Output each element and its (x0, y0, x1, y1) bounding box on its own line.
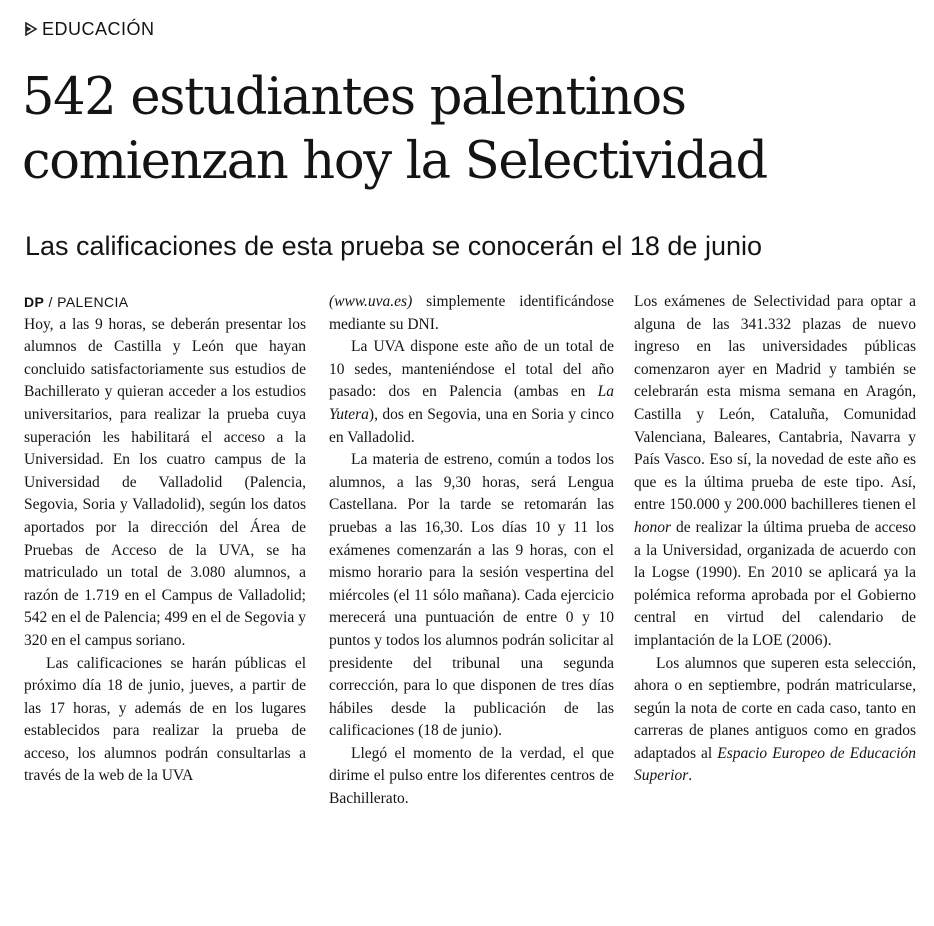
article-paragraph: Llegó el momento de la verdad, el que dirime el pulso entre los diferentes centros de Bachillerato. (329, 744, 614, 808)
byline-agency: DP (24, 294, 45, 310)
subheadline: Las calificaciones de esta prueba se conocerán el 18 de junio (25, 231, 762, 261)
arrow-right-icon (24, 22, 38, 36)
article-paragraph: Las calificaciones se harán públicas el próximo día 18 de junio, jueves, a partir de las 17 horas, y además de en los lugares establecidos para realizar la prueba de acceso, los alumnos podrán consultarlas a través de la web de la UVA (24, 654, 306, 785)
eees-name: Espacio Europeo de Educación Superior (634, 744, 916, 785)
emphasis: honor (634, 518, 672, 536)
article-paragraph (329, 336, 614, 449)
byline-separator: / (44, 294, 58, 310)
article-column-1 (24, 291, 306, 788)
paragraph-text: simplemente identificándose mediante su DNI. (329, 293, 614, 333)
article-paragraph (329, 291, 614, 336)
paragraph-text: de realizar la última prueba de acceso a la Universidad, organizada de acuerdo con la Logse (1990). En 2010 se aplicará ya la polémica reforma aprobada por el Gobierno central en virtud del calendario de implantación de la LOE (2006). (634, 518, 916, 649)
article-paragraph (634, 653, 916, 789)
section-label: EDUCACIÓN (42, 18, 155, 39)
paragraph-text: ), dos en Segovia, una en Soria y cinco en Valladolid. (329, 405, 614, 446)
paragraph-text: . (688, 767, 693, 785)
article-column-3 (634, 291, 916, 788)
headline (22, 66, 922, 194)
article-paragraph: Hoy, a las 9 horas, se deberán presentar los alumnos de Castilla y León que hayan concluido satisfactoriamente sus estudios de Bachillerato y quieran acceder a los estudios universitarios, para realizar la prueba cuya superación les habilitará el acceso a la Universidad. En los cuatro campus de la Universidad de Valladolid (Palencia, Segovia, Soria y Valladolid), según los datos aportados por la dirección del Área de Pruebas de Acceso de la UVA, se ha matriculado un total de 3.080 alumnos, a razón de 1.719 en el Campus de Valladolid; 542 en el de Palencia; 499 en el de Segovia y 320 en el campus soriano. (24, 315, 306, 649)
byline-location: PALENCIA (57, 294, 129, 310)
article-paragraph (634, 291, 916, 653)
place-name: La Yutera (329, 383, 614, 423)
paragraph-text: Los exámenes de Selectividad para optar a alguna de las 341.332 plazas de nuevo ingreso en las universidades públicas comenzaron ayer en Madrid y también se celebrarán esta misma semana en Aragón, Castilla y León, Cataluña, Comunidad Valenciana, Baleares, Cantabria, Navarra y País Vasco. Eso sí, la novedad de este año es que es la última prueba de este tipo. Así, entre 150.000 y 200.000 bachilleres tienen el (634, 293, 916, 514)
paragraph-text: Los alumnos que superen esta selección, ahora o en septiembre, podrán matricularse, según la nota de corte en cada caso, tanto en carreras de planes antiguos como en grados adaptados al (634, 654, 916, 762)
article-column-2 (329, 291, 614, 811)
headline-line-2: comienzan hoy la Selectividad (22, 132, 767, 191)
section-header (24, 18, 155, 40)
headline-line-1: 542 estudiantes palentinos (22, 68, 686, 127)
article-paragraph: La materia de estreno, común a todos los alumnos, a las 9,30 horas, será Lengua Castellana. Por la tarde se retomarán las pruebas a las 16,30. Los días 10 y 11 los exámenes comenzarán a las 9 horas, con el mismo horario para la sesión vespertina del miércoles (el 11 sólo mañana). Cada ejercicio merecerá una puntuación de entre 0 y 10 puntos y todos los alumnos podrán solicitar al presidente del tribunal una segunda corrección, para lo que disponen de tres días hábiles desde la publicación de las calificaciones (18 de junio). (329, 451, 614, 740)
paragraph-text: La UVA dispone este año de un total de 10 sedes, manteniéndose el total del año pasado: dos en Palencia (ambas en (329, 338, 614, 401)
uva-website-url: (www.uva.es) (329, 293, 413, 310)
byline (24, 291, 306, 314)
